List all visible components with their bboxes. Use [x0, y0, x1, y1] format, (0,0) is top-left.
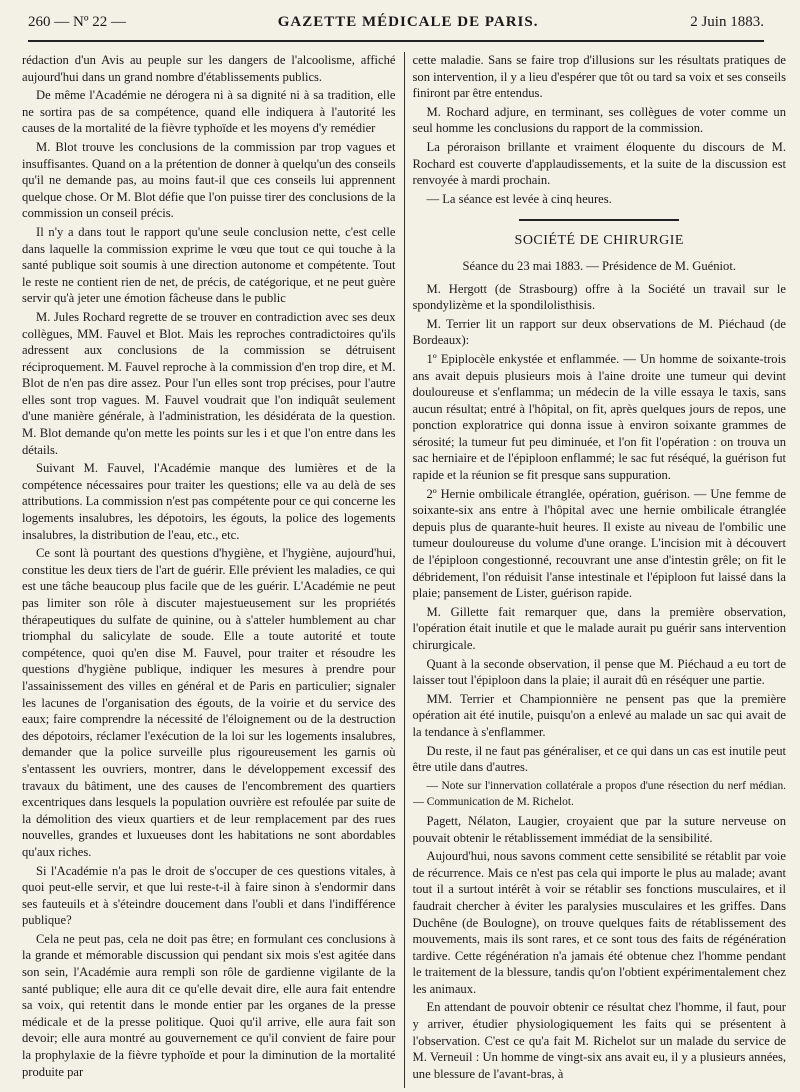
issue-date: 2 Juin 1883.	[690, 14, 764, 30]
paragraph: Si l'Académie n'a pas le droit de s'occuper de ces questions vitales, à quoi peut-elle servir, et que lui reste-t-il à faire sinon à s'endormir dans ses fauteuils et à s'éteindre doucement dans l'oubli et dans l'indifférence publique?	[22, 863, 396, 928]
session-line: Séance du 23 mai 1883. — Présidence de M. Guéniot.	[462, 258, 736, 273]
paragraph: Pagett, Nélaton, Laugier, croyaient que par la suture nerveuse on pouvait obtenir le rétablissement immédiat de la sensibilité.	[412, 813, 786, 845]
paragraph: M. Rochard adjure, en terminant, ses collègues de voter comme un seul homme les conclusions du rapport de la commission.	[412, 104, 786, 136]
paragraph: En attendant de pouvoir obtenir ce résultat chez l'homme, il faut, pour y arriver, étudier physiologiquement les faits qui se présentent à l'observation. C'est ce qu'a fait M. Richelot sur un malade du service de M. Verneuil : Un homme de vingt-six ans avait eu, il y a plusieurs années, une blessure de l'avant-bras, à	[412, 1000, 786, 1081]
paragraph: MM. Terrier et Championnière ne pensent pas que la première opération ait été inutile, puisqu'on a enlevé au malade un sac qui avait de la tendance à s'enflammer.	[412, 691, 786, 739]
columns	[22, 52, 786, 1088]
page-header	[28, 14, 764, 42]
paragraph: M. Terrier lit un rapport sur deux observations de M. Piéchaud (de Bordeaux):	[412, 316, 786, 348]
paragraph: Il n'y a dans tout le rapport qu'une seule conclusion nette, c'est celle dans laquelle la commission exprime le vœu que tout ce qui touche à la santé publique soit soumis à une direction autonome et compétente. Tout le reste ne contient rien de net, de précis, de catégorique, et ne peut guère servir qu'à jeter une émotion fâcheuse dans le public	[22, 224, 396, 306]
paragraph: — Note sur l'innervation collatérale a propos d'une résection du nerf médian. — Communication de M. Richelot.	[412, 779, 786, 809]
right-column	[413, 52, 787, 1088]
left-column	[22, 52, 405, 1088]
paragraph: Cela ne peut pas, cela ne doit pas être; en formulant ces conclusions à la grande et mémorable discussion qui pendant six mois s'est agitée dans son sein, l'Académie aura rempli son rôle de gardienne vigilante de la santé publique; elle aura dit ce qu'elle devait dire, elle aura fait entendre sa voix, qui retentit dans le monde entier par les organes de la presse médicale et de la presse politique. Quoi qu'il arrive, elle aura fait son devoir; elle aura montré au gouvernement ce qu'il convient de faire pour la prophylaxie de la fièvre typhoïde et pour la diminution de la mortalité produite par	[22, 931, 396, 1079]
paragraph: 2º Hernie ombilicale étranglée, opération, guérison. — Une femme de soixante-six ans entre à l'hôpital avec une hernie ombilicale étranglée depuis plus de quarante-huit heures. Il existe au niveau de l'ombilic une tumeur douloureuse du volume d'une orange. L'incision mit à découvert de l'épiploon congestionné, recouvrant une anse d'intestin grêle; on fit le débridement, l'on réduisit l'anse intestinale et l'épiploon fut laissé dans la plaie; pansement de Lister, guérison rapide.	[412, 486, 786, 601]
paragraph: Ce sont là pourtant des questions d'hygiène, et l'hygiène, aujourd'hui, constitue les deux tiers de l'art de guérir. Elle prévient les maladies, ce qui est une tâche beaucoup plus facile que de les guérir. L'Académie ne peut pas limiter son rôle à discuter majestueusement sur les propriétés thérapeutiques du sulfate de quinine, ou à s'atteler humblement au char triomphal du salicylate de soude. Elle a toute autorité et toute compétence, quoi qu'en dise M. Fauvel, pour traiter et résoudre les questions d'hygiène publique, indiquer les mesures à prendre pour l'assainissement des villes en général et de Paris en particulier; signaler les lacunes de l'organisation des égouts, de la voirie et du service des eaux; faire comprendre la nécessité de l'éloignement ou de la destruction des dépotoirs, réclamer l'exécution de la loi sur les logements insalubres, demander que la police surveille plus rigoureusement les garnis où s'entassent les ouvriers, montrer, dans le développement excessif des travaux du bâtiment, une des causes de l'encombrement des quartiers excentriques dans lesquels la population ouvrière est refoulée par suite de la démolition des vieux quartiers et de leur remplacement par des rues nouvelles, grandes et luxueuses dont les habitations ne sont abordables qu'aux riches.	[22, 546, 396, 859]
paragraph: Quant à la seconde observation, il pense que M. Piéchaud a eu tort de laisser tout l'épiploon dans la plaie; il aurait dû en réséquer une partie.	[412, 656, 786, 688]
paragraph: Du reste, il ne faut pas généraliser, et ce qui dans un cas est inutile peut être utile dans d'autres.	[412, 743, 786, 775]
paragraph: M. Gillette fait remarquer que, dans la première observation, l'opération était inutile et que le malade aurait pu guérir sans intervention chirurgicale.	[412, 604, 786, 652]
paragraph: 1º Epiplocèle enkystée et enflammée. — Un homme de soixante-trois ans avait depuis plusieurs mois à l'aine droite une tumeur qui devint douloureuse et s'enflamma; un médecin de la ville essaya le taxis, sans aucun résultat; entré à l'hôpital, on fit, après quelques jours de repos, une ponction exploratrice qui donna issue à environ soixante grammes de sérosité; la tumeur fut peu diminuée, et l'on fit l'opération : on trouva un sac herniaire et de l'épiploon enflammé; le sac fut réséqué, la guérison fut rapide et la réunion se fit presque sans suppuration.	[412, 351, 786, 483]
page-number: 260 — Nº 22 —	[28, 14, 126, 30]
paragraph: — La séance est levée à cinq heures.	[426, 191, 612, 206]
paragraph: M. Blot trouve les conclusions de la commission par trop vagues et insuffisantes. Quand on a la prétention de donner à quelqu'un des conseils qu'il ne demande pas, au moins faut-il que ces conseils lui apprennent quelque chose. Or M. Blot défie que l'on puisse tirer des conclusions de la commission un conseil précis.	[22, 139, 396, 221]
journal-title: GAZETTE MÉDICALE DE PARIS.	[277, 14, 539, 30]
paragraph: rédaction d'un Avis au peuple sur les dangers de l'alcoolisme, affiché aujourd'hui dans un grand nombre d'établissements publics.	[22, 53, 396, 84]
paragraph: De même l'Académie ne dérogera ni à sa dignité ni à sa tradition, elle ne sortira pas de sa compétence, quand elle indiquera à l'autorité les causes de la mortalité de la fièvre typhoïde et les moyens d'y remédier	[22, 88, 396, 136]
section-divider	[519, 219, 679, 221]
paragraph: Aujourd'hui, nous savons comment cette sensibilité se rétablit par voie de récurrence. Mais ce n'est pas cela qui importe le plus au malade; avant tout il a surtout intérêt à voir se rétablir ses fonctions musculaires, et il faudrait chercher à éviter les paralysies musculaires et les griffes. Dans Duchêne (de Boulogne), on trouve quelques faits de rétablissement des mouvements, mais ils sont rares, et ce sont tous des faits de régénération tardive. Cette régénération n'a jamais été obtenue chez l'homme pendant le traitement de la blessure, tandis qu'on l'obtient expérimentalement chez les animaux.	[412, 849, 786, 996]
paragraph: M. Jules Rochard regrette de se trouver en contradiction avec ses deux collègues, MM. Fauvel et Blot. Mais les reproches contradictoires qu'ils adressent aux conclusions de la commission se détruisent réciproquement. M. Fauvel reproche à la commission d'en trop dire, et M. Blot de n'en pas dire assez. Pour l'un elles sont trop précises, pour l'autre elles sont trop vagues. M. Fauvel voudrait que l'on indiquât seulement d'une manière générale, à l'administration, les désidérata de la question. M. Blot demande qu'on mette les points sur les i et que l'on entre dans les détails.	[22, 309, 396, 457]
paragraph: M. Hergott (de Strasbourg) offre à la Société un travail sur le spondylizème et la spondilolisthisis.	[412, 281, 786, 313]
section-title: SOCIÉTÉ DE CHIRURGIE	[514, 233, 684, 249]
paragraph: La péroraison brillante et vraiment éloquente du discours de M. Rochard est couverte d'applaudissements, et la suite de la discussion est renvoyée à mardi prochain.	[412, 139, 786, 188]
paragraph: cette maladie. Sans se faire trop d'illusions sur les résultats pratiques de son intervention, il y a lieu d'espérer que tôt ou tard sa voix et ses conseils finiront par être entendus.	[412, 53, 786, 101]
paragraph: Suivant M. Fauvel, l'Académie manque des lumières et de la compétence nécessaires pour traiter les questions; elle va au delà de ses attributions. La commission n'est pas compétente pour ce qui concerne les logements insalubres, les dépotoirs, les égouts, la police des logements insalubres, la distribution de l'eau, etc., etc.	[22, 461, 396, 542]
